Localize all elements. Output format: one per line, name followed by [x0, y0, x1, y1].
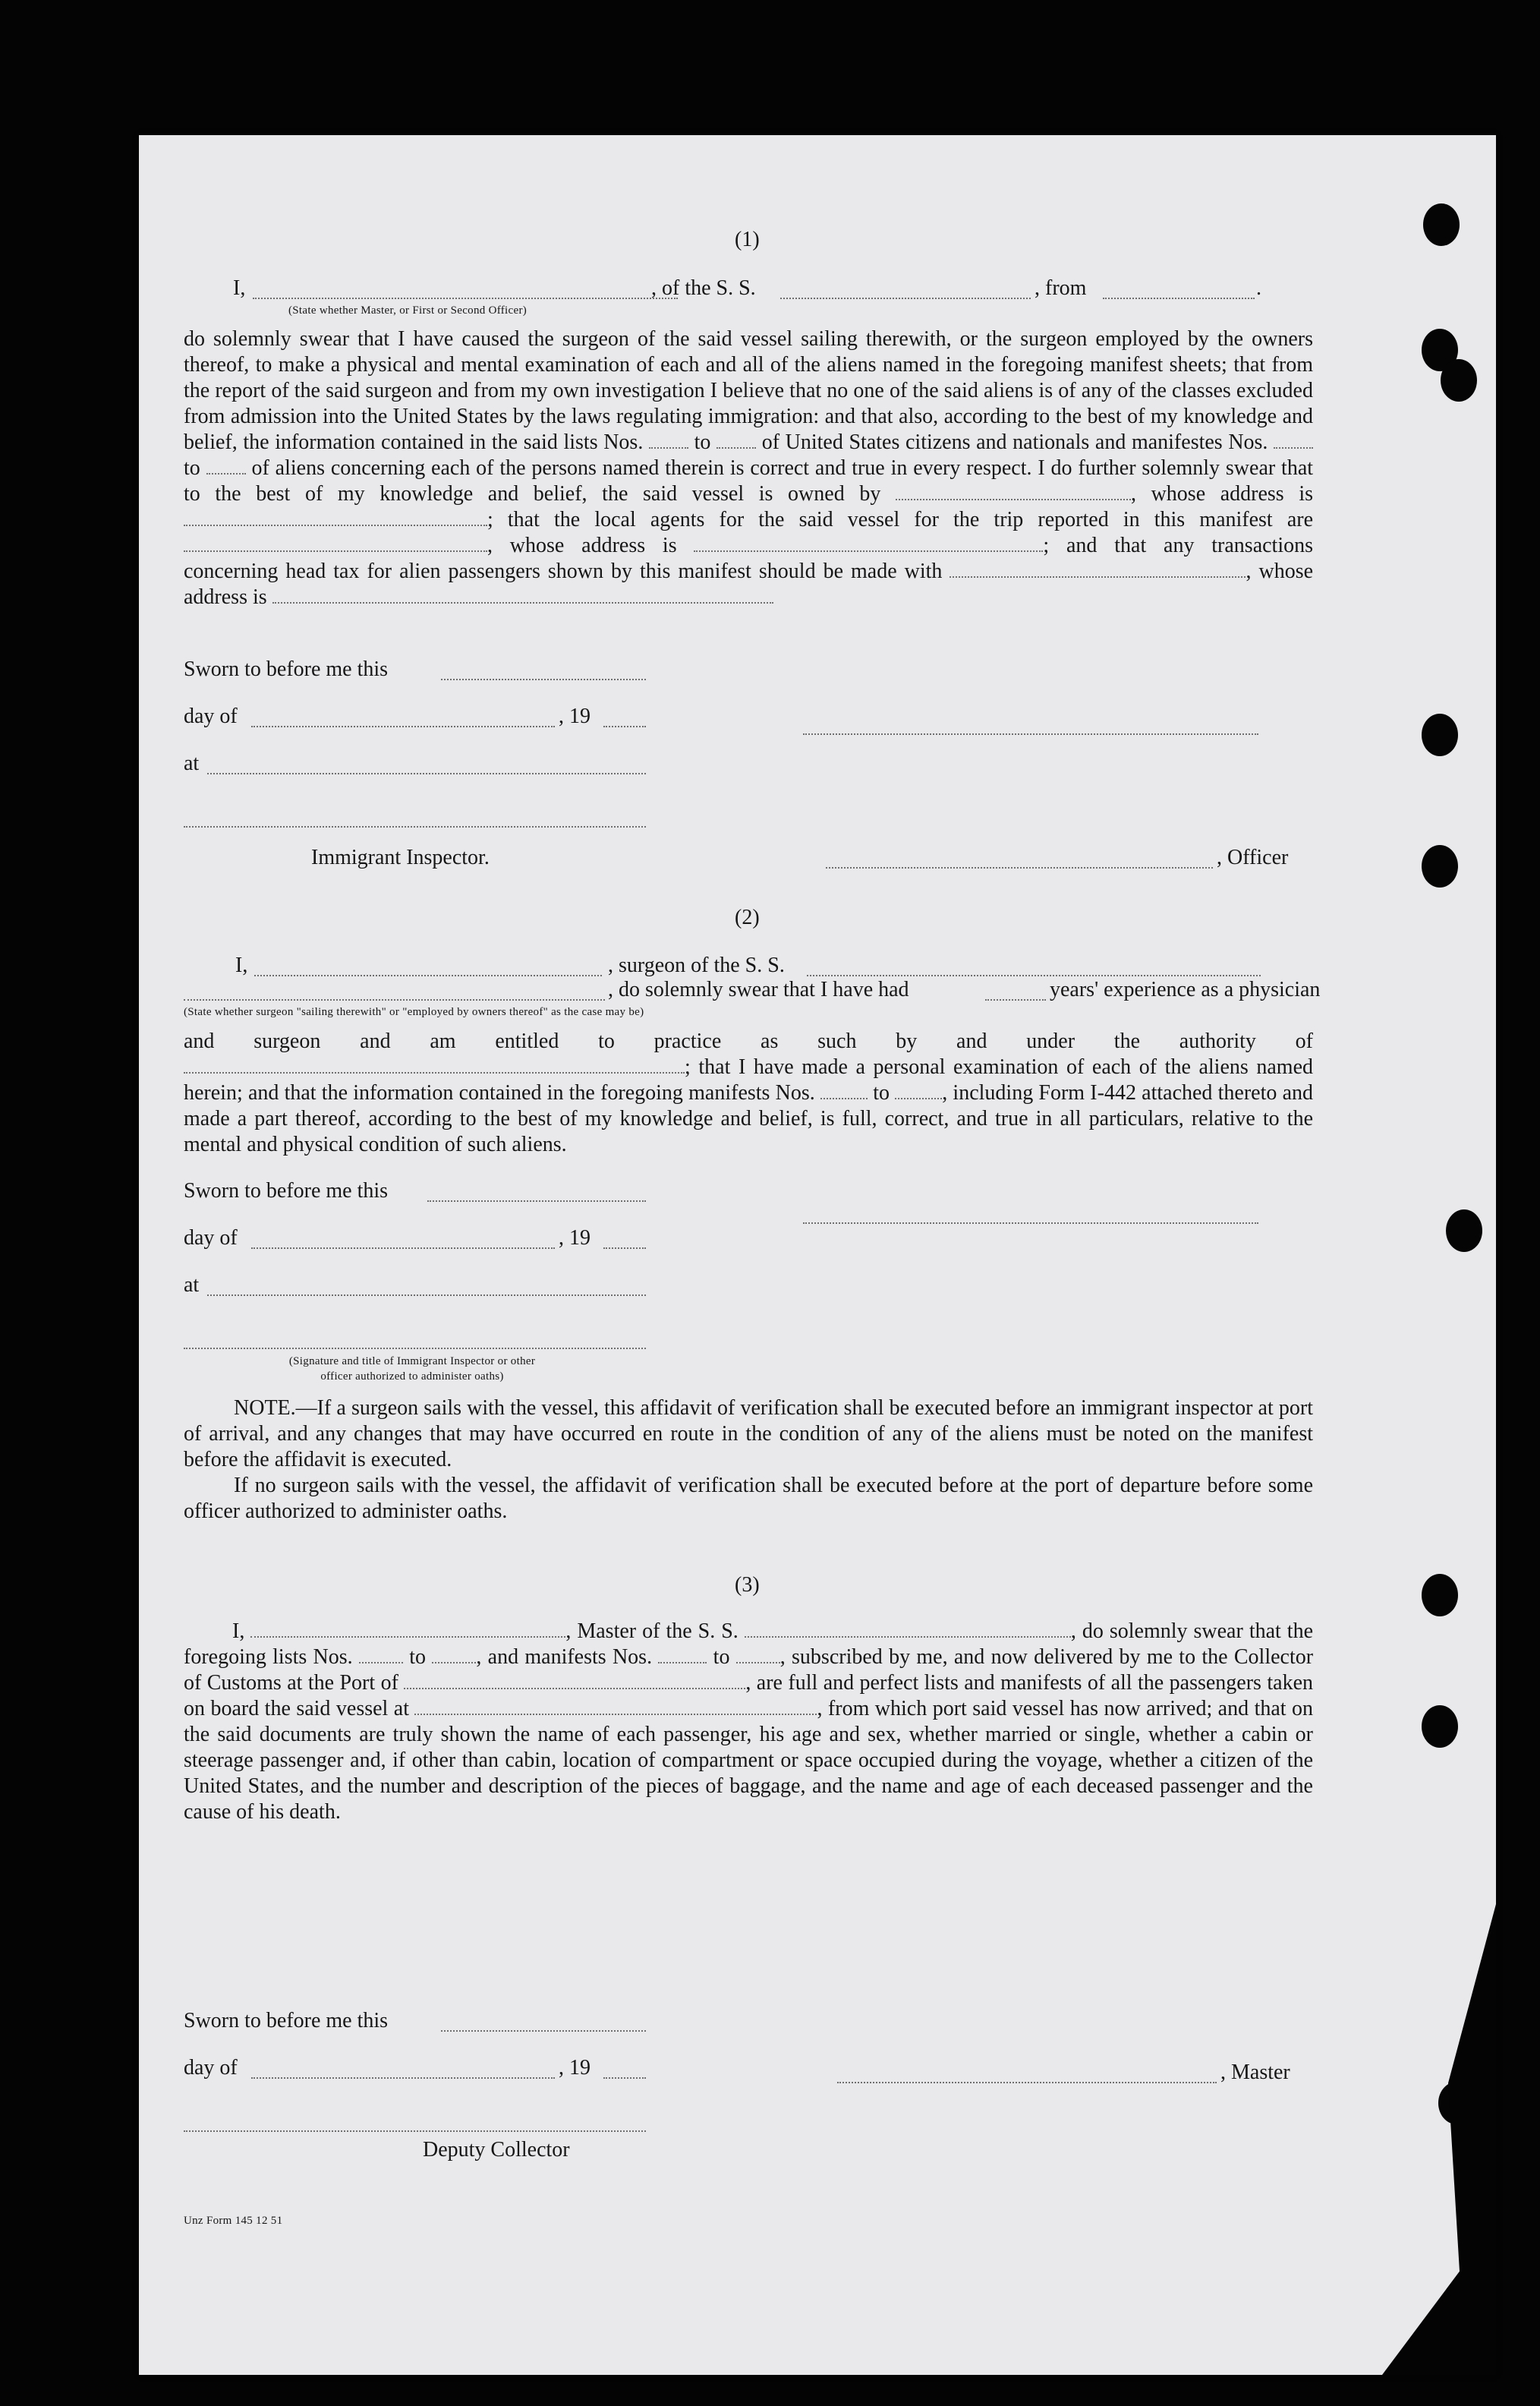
sec1-signature-line[interactable] [803, 733, 1258, 735]
agents-address-field[interactable] [694, 534, 1043, 552]
sec2-manifest-from-field[interactable] [820, 1081, 868, 1099]
sec1-officer-field[interactable] [826, 867, 1213, 869]
sec3-day-label: day of [184, 2056, 238, 2080]
binder-hole [1422, 845, 1458, 888]
sec3-manifest-from-field[interactable] [658, 1645, 707, 1663]
form-id: Unz Form 145 12 51 [184, 2215, 283, 2227]
owner-field[interactable] [896, 482, 1131, 500]
sec2-text: ; [685, 1055, 691, 1079]
sec2-text: that I have made a personal examination of each of the aliens named herein; and that the information contained in the foregoing manifests Nos. [184, 1055, 1313, 1105]
binder-hole [1423, 203, 1460, 246]
sec2-text: , including Form I-442 attached thereto and made a part thereof, according to the best of my knowledge and belief, is full, correct, and true in all particulars, relative to the mental and physical condition of such aliens. [184, 1081, 1314, 1156]
alien-manifest-from-field[interactable] [1274, 430, 1313, 449]
sec1-line1-dot: . [1256, 276, 1261, 300]
sec1-year-field[interactable] [603, 726, 646, 727]
sec1-text: , whose address is [1130, 482, 1314, 506]
sec1-sworn-label: Sworn to before me this [184, 657, 389, 681]
sec3-text: , subscribed by me, and now delivered by me to the Collector of Customs at the Port of [184, 1645, 1314, 1695]
boarding-port-field[interactable] [414, 1697, 817, 1715]
from-port-field[interactable] [1103, 298, 1255, 299]
surgeon-status-field[interactable] [184, 999, 605, 1001]
local-agents-field[interactable] [184, 534, 487, 552]
citizen-list-from-field[interactable] [649, 430, 688, 449]
sec3-text: , from which port said vessel has now arrived; and that on the said documents are truly shown the name of each passenger, his age and sex, whether married or single, whether a cabin or steerage passenger and, if other than cabin, location of compartment or space occupied during the voyage, whether a citizen of the United States, and the number and description of the pieces of baggage, and the name and age of each deceased passenger and the cause of his death. [184, 1697, 1314, 1824]
sec2-text: and surgeon and am entitled to practice as such by and under the authority of [184, 1030, 1313, 1053]
form-page [139, 135, 1496, 2375]
sec3-sworn-field[interactable] [441, 2030, 646, 2032]
sec1-inspector-label: Immigrant Inspector. [311, 846, 490, 869]
binder-hole [1422, 1705, 1458, 1748]
sec3-sworn-label: Sworn to before me this [184, 2009, 389, 2032]
sec3-text: , are full and perfect lists and manifests of all the passengers taken on board the said vessel at [184, 1671, 1313, 1720]
vessel-name-field[interactable] [780, 298, 1031, 299]
master-name-field[interactable] [253, 298, 678, 299]
sec1-line1-i: I, [233, 276, 246, 300]
sec2-at-field[interactable] [207, 1294, 646, 1296]
sec2-year-field[interactable] [603, 1247, 646, 1249]
sec2-line2-b: years' experience as a physician [1050, 978, 1321, 1001]
sec2-note: (State whether surgeon "sailing therewith" or "employed by owners thereof" as the case may be) [184, 1006, 644, 1018]
sec1-inspector-signature-line[interactable] [184, 826, 646, 828]
sec2-line2-a: , do solemnly swear that I have had [608, 978, 909, 1001]
sec1-at-label: at [184, 752, 200, 775]
sec1-paragraph [184, 326, 1313, 610]
years-experience-field[interactable] [985, 999, 1046, 1001]
surgeon-note: NOTE.—If a surgeon sails with the vessel, this affidavit of verification shall be executed before an immigrant inspector at port of arrival, and any changes that may have occurred en route in the condition of any of the aliens must be noted on the manifest before the affidavit is executed. [184, 1396, 1313, 1471]
section-number-2: (2) [735, 906, 760, 929]
head-tax-address-field[interactable] [272, 585, 773, 604]
sec3-list-to-field[interactable] [432, 1645, 476, 1663]
sec3-year-label: , 19 [559, 2056, 590, 2080]
sec1-text: to [184, 456, 200, 480]
sec1-line1-ss: , of the S. S. [651, 276, 756, 300]
port-field[interactable] [404, 1671, 745, 1689]
sec1-year-label: , 19 [559, 705, 590, 728]
sec1-text: ; and that any transactions concerning head tax for alien passengers shown by this manifest should be made with [184, 534, 1313, 583]
sec3-text: , do solemnly swear that the foregoing lists Nos. [184, 1619, 1314, 1669]
sec1-officer-label: , Officer [1217, 846, 1289, 869]
sec2-sworn-field[interactable] [427, 1200, 646, 1202]
sec3-manifest-to-field[interactable] [736, 1645, 780, 1663]
section-number-1: (1) [735, 228, 760, 251]
collector-signature-line[interactable] [184, 2130, 646, 2132]
sec3-text: , and manifests Nos. [476, 1645, 653, 1669]
sec1-text: ; that the local agents for the said vessel for the trip reported in this manifest are [487, 508, 1313, 531]
sec3-year-field[interactable] [603, 2077, 646, 2079]
sec2-note-block [184, 1395, 1313, 1525]
sec2-vessel-field[interactable] [807, 975, 1261, 976]
sec2-day-field[interactable] [251, 1247, 555, 1249]
sec3-vessel-field[interactable] [745, 1619, 1071, 1638]
sec2-line1-i: I, [235, 954, 248, 977]
sec2-signature-line[interactable] [803, 1222, 1258, 1224]
sec2-sworn-label: Sworn to before me this [184, 1179, 389, 1203]
surgeon-name-field[interactable] [254, 975, 602, 976]
master-signature-line[interactable] [837, 2082, 1217, 2083]
sec3-master-name-field[interactable] [250, 1619, 565, 1638]
sec3-text: I, [232, 1619, 245, 1643]
sec1-text: , whose address is [487, 534, 677, 557]
sec2-sig-note-2: officer authorized to administer oaths) [320, 1370, 504, 1383]
sec1-day-label: day of [184, 705, 238, 728]
head-tax-contact-field[interactable] [950, 560, 1246, 578]
sec3-master-label: , Master [1220, 2061, 1290, 2084]
alien-manifest-to-field[interactable] [206, 456, 246, 475]
practice-authority-field[interactable] [184, 1055, 685, 1074]
sec2-inspector-signature-line[interactable] [184, 1348, 646, 1349]
sec2-year-label: , 19 [559, 1226, 590, 1250]
binder-hole [1441, 359, 1477, 402]
sec1-day-field[interactable] [251, 726, 555, 727]
sec1-sworn-field[interactable] [441, 679, 646, 680]
section-number-3: (3) [735, 1573, 760, 1597]
sec3-text: to [713, 1645, 730, 1669]
sec1-text: do solemnly swear that I have caused the surgeon of the said vessel sailing therewith, or the surgeon employed by the owners thereof, to make a physical and mental examination of each and all of the aliens named in the foregoing manifest sheets; that from the report of the said surgeon and from my own investigation I believe that no one of the said aliens is of any of the classes excluded from admission into the United States by the laws regulating immigration: and that also, according to the best of my knowledge and belief, the information contained in the said lists Nos. [184, 327, 1313, 454]
binder-hole [1446, 1209, 1482, 1252]
sec1-at-field[interactable] [207, 773, 646, 774]
sec2-paragraph [184, 1029, 1313, 1158]
sec2-line1-surgeon: , surgeon of the S. S. [608, 954, 785, 977]
sec1-text: of United States citizens and nationals and manifestes Nos. [761, 430, 1268, 454]
sec1-text: of aliens concerning each of the persons named therein is correct and true in every respect. I do further solemnly swear that to the best of my knowledge and belief, the said vessel is owned by [184, 456, 1314, 506]
sec3-text: , Master of the S. S. [565, 1619, 739, 1643]
citizen-list-to-field[interactable] [716, 430, 756, 449]
sec1-text: to [694, 430, 711, 454]
sec3-day-field[interactable] [251, 2077, 555, 2079]
sec3-list-from-field[interactable] [359, 1645, 403, 1663]
sec2-at-label: at [184, 1273, 200, 1297]
no-surgeon-note: If no surgeon sails with the vessel, the affidavit of verification shall be executed before at the port of departure before some officer authorized to administer oaths. [184, 1474, 1313, 1523]
sec1-text: whose address is [184, 560, 1314, 609]
owner-address-field[interactable] [184, 508, 487, 526]
sec2-sig-note-1: (Signature and title of Immigrant Inspector or other [288, 1355, 536, 1367]
sec3-paragraph [184, 1619, 1313, 1825]
sec1-note: (State whether Master, or First or Second Officer) [288, 304, 528, 317]
binder-hole [1422, 1574, 1458, 1616]
sec1-text: , [1246, 560, 1252, 583]
sec3-text: to [409, 1645, 427, 1669]
sec2-manifest-to-field[interactable] [895, 1081, 942, 1099]
binder-hole [1422, 714, 1458, 756]
sec2-text: to [873, 1081, 890, 1105]
sec2-day-label: day of [184, 1226, 238, 1250]
deputy-collector-label: Deputy Collector [423, 2138, 570, 2162]
sec1-line1-from: , from [1035, 276, 1087, 300]
torn-corner [1382, 1904, 1496, 2375]
